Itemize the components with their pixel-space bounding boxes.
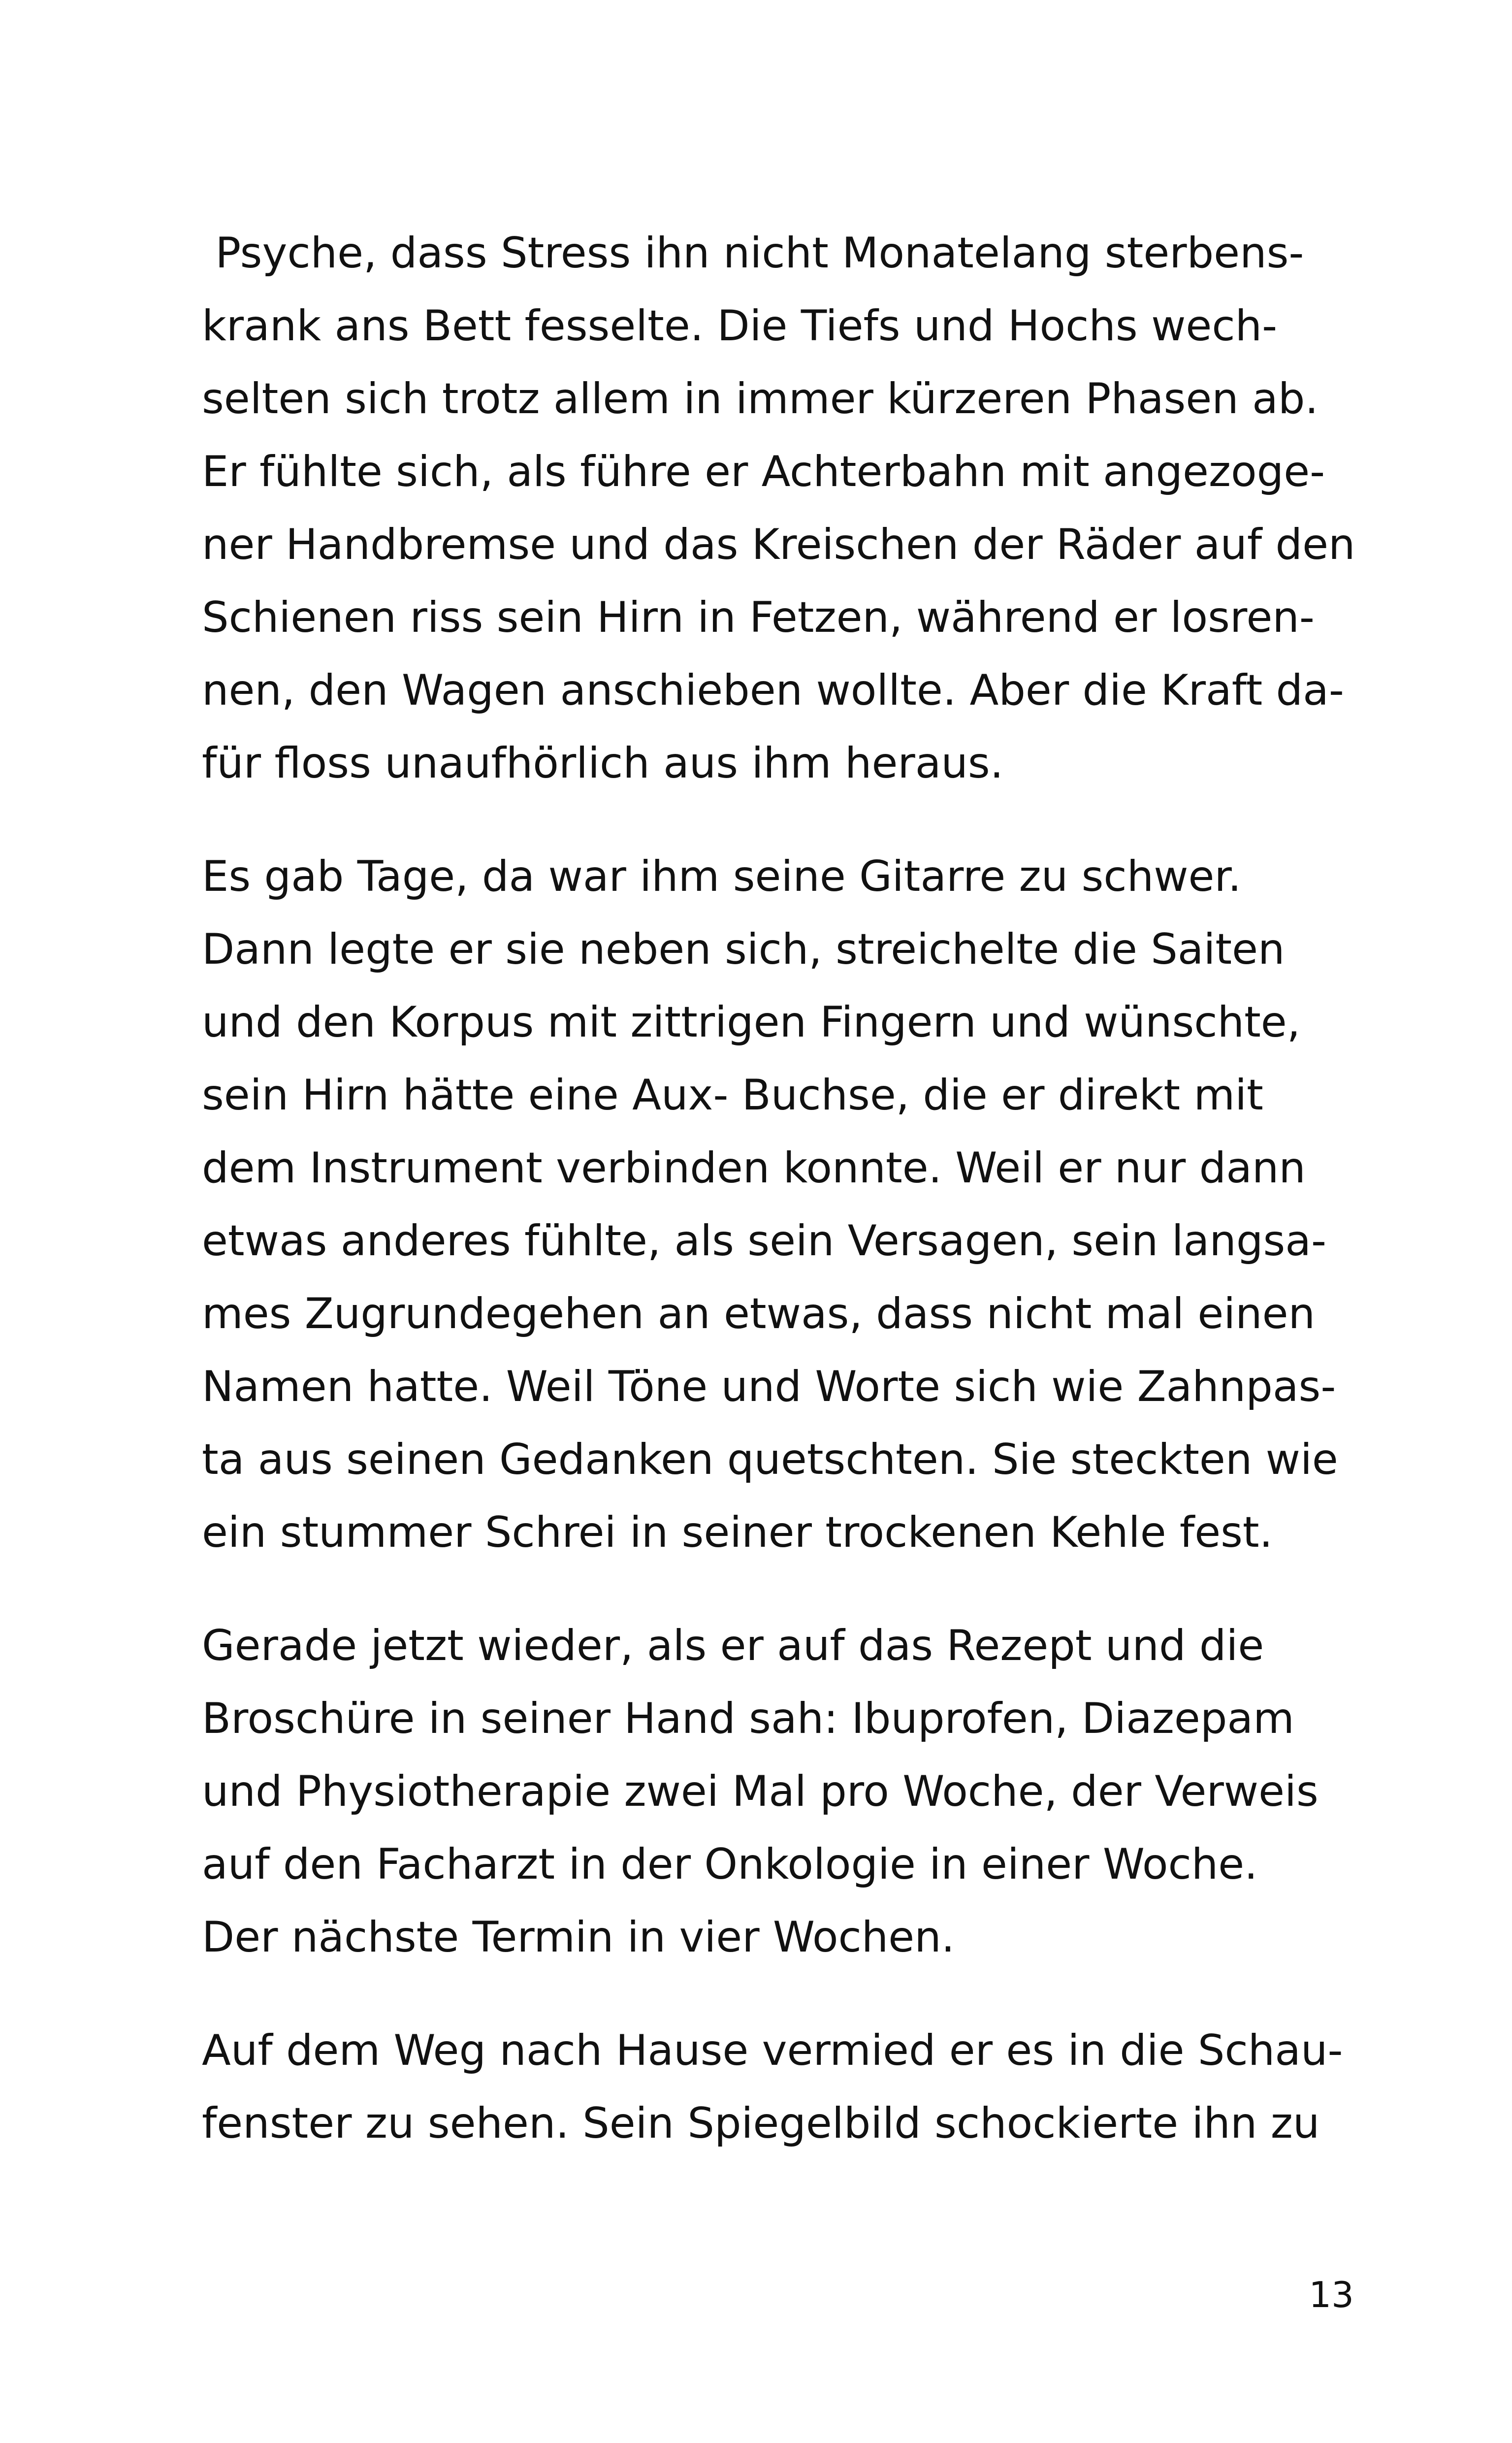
text-line: Psyche, dass Stress ihn nicht Monatelang sterbens- bbox=[202, 228, 1304, 278]
text-line: Schienen riss sein Hirn in Fetzen, während er losren- bbox=[202, 593, 1315, 642]
text-line: für floss unaufhörlich aus ihm heraus. bbox=[202, 739, 1004, 788]
text-line: Auf dem Weg nach Hause vermied er es in die Schau- bbox=[202, 2026, 1343, 2075]
text-line: selten sich trotz allem in immer kürzeren Phasen ab. bbox=[202, 374, 1319, 423]
text-line: ner Handbremse und das Kreischen der Räder auf den bbox=[202, 520, 1355, 569]
paragraph-3 bbox=[202, 1609, 1354, 1974]
text-line: etwas anderes fühlte, als sein Versagen, sein langsa- bbox=[202, 1216, 1326, 1266]
text-line: Broschüre in seiner Hand sah: Ibuprofen, Diazepam bbox=[202, 1694, 1294, 1743]
paragraph-4 bbox=[202, 2014, 1354, 2160]
paragraph-2 bbox=[202, 840, 1354, 1569]
text-line: ta aus seinen Gedanken quetschten. Sie steckten wie bbox=[202, 1435, 1338, 1484]
text-line: auf den Facharzt in der Onkologie in einer Woche. bbox=[202, 1840, 1258, 1889]
text-line: Der nächste Termin in vier Wochen. bbox=[202, 1913, 955, 1962]
text-line: krank ans Bett fesselte. Die Tiefs und Hochs wech- bbox=[202, 301, 1278, 351]
text-line: fenster zu sehen. Sein Spiegelbild schockierte ihn zu bbox=[202, 2099, 1320, 2148]
text-line: Gerade jetzt wieder, als er auf das Rezept und die bbox=[202, 1621, 1264, 1670]
page-number: 13 bbox=[1309, 2274, 1354, 2315]
body-text bbox=[202, 217, 1354, 2200]
text-line: mes Zugrundegehen an etwas, dass nicht mal einen bbox=[202, 1289, 1316, 1338]
text-line: und Physiotherapie zwei Mal pro Woche, der Verweis bbox=[202, 1767, 1319, 1816]
text-line: nen, den Wagen anschieben wollte. Aber die Kraft da- bbox=[202, 666, 1344, 715]
text-line: ein stummer Schrei in seiner trockenen Kehle fest. bbox=[202, 1508, 1273, 1557]
text-line: und den Korpus mit zittrigen Fingern und wünschte, bbox=[202, 998, 1301, 1047]
text-line: Dann legte er sie neben sich, streichelte die Saiten bbox=[202, 925, 1285, 974]
text-line: Namen hatte. Weil Töne und Worte sich wie Zahnpas- bbox=[202, 1362, 1336, 1411]
text-line: Es gab Tage, da war ihm seine Gitarre zu schwer. bbox=[202, 852, 1242, 901]
text-line: dem Instrument verbinden konnte. Weil er nur dann bbox=[202, 1143, 1306, 1193]
text-line: Er fühlte sich, als führe er Achterbahn mit angezoge- bbox=[202, 447, 1325, 496]
paragraph-1 bbox=[202, 217, 1354, 800]
text-line: sein Hirn hätte eine Aux- Buchse, die er direkt mit bbox=[202, 1071, 1263, 1120]
